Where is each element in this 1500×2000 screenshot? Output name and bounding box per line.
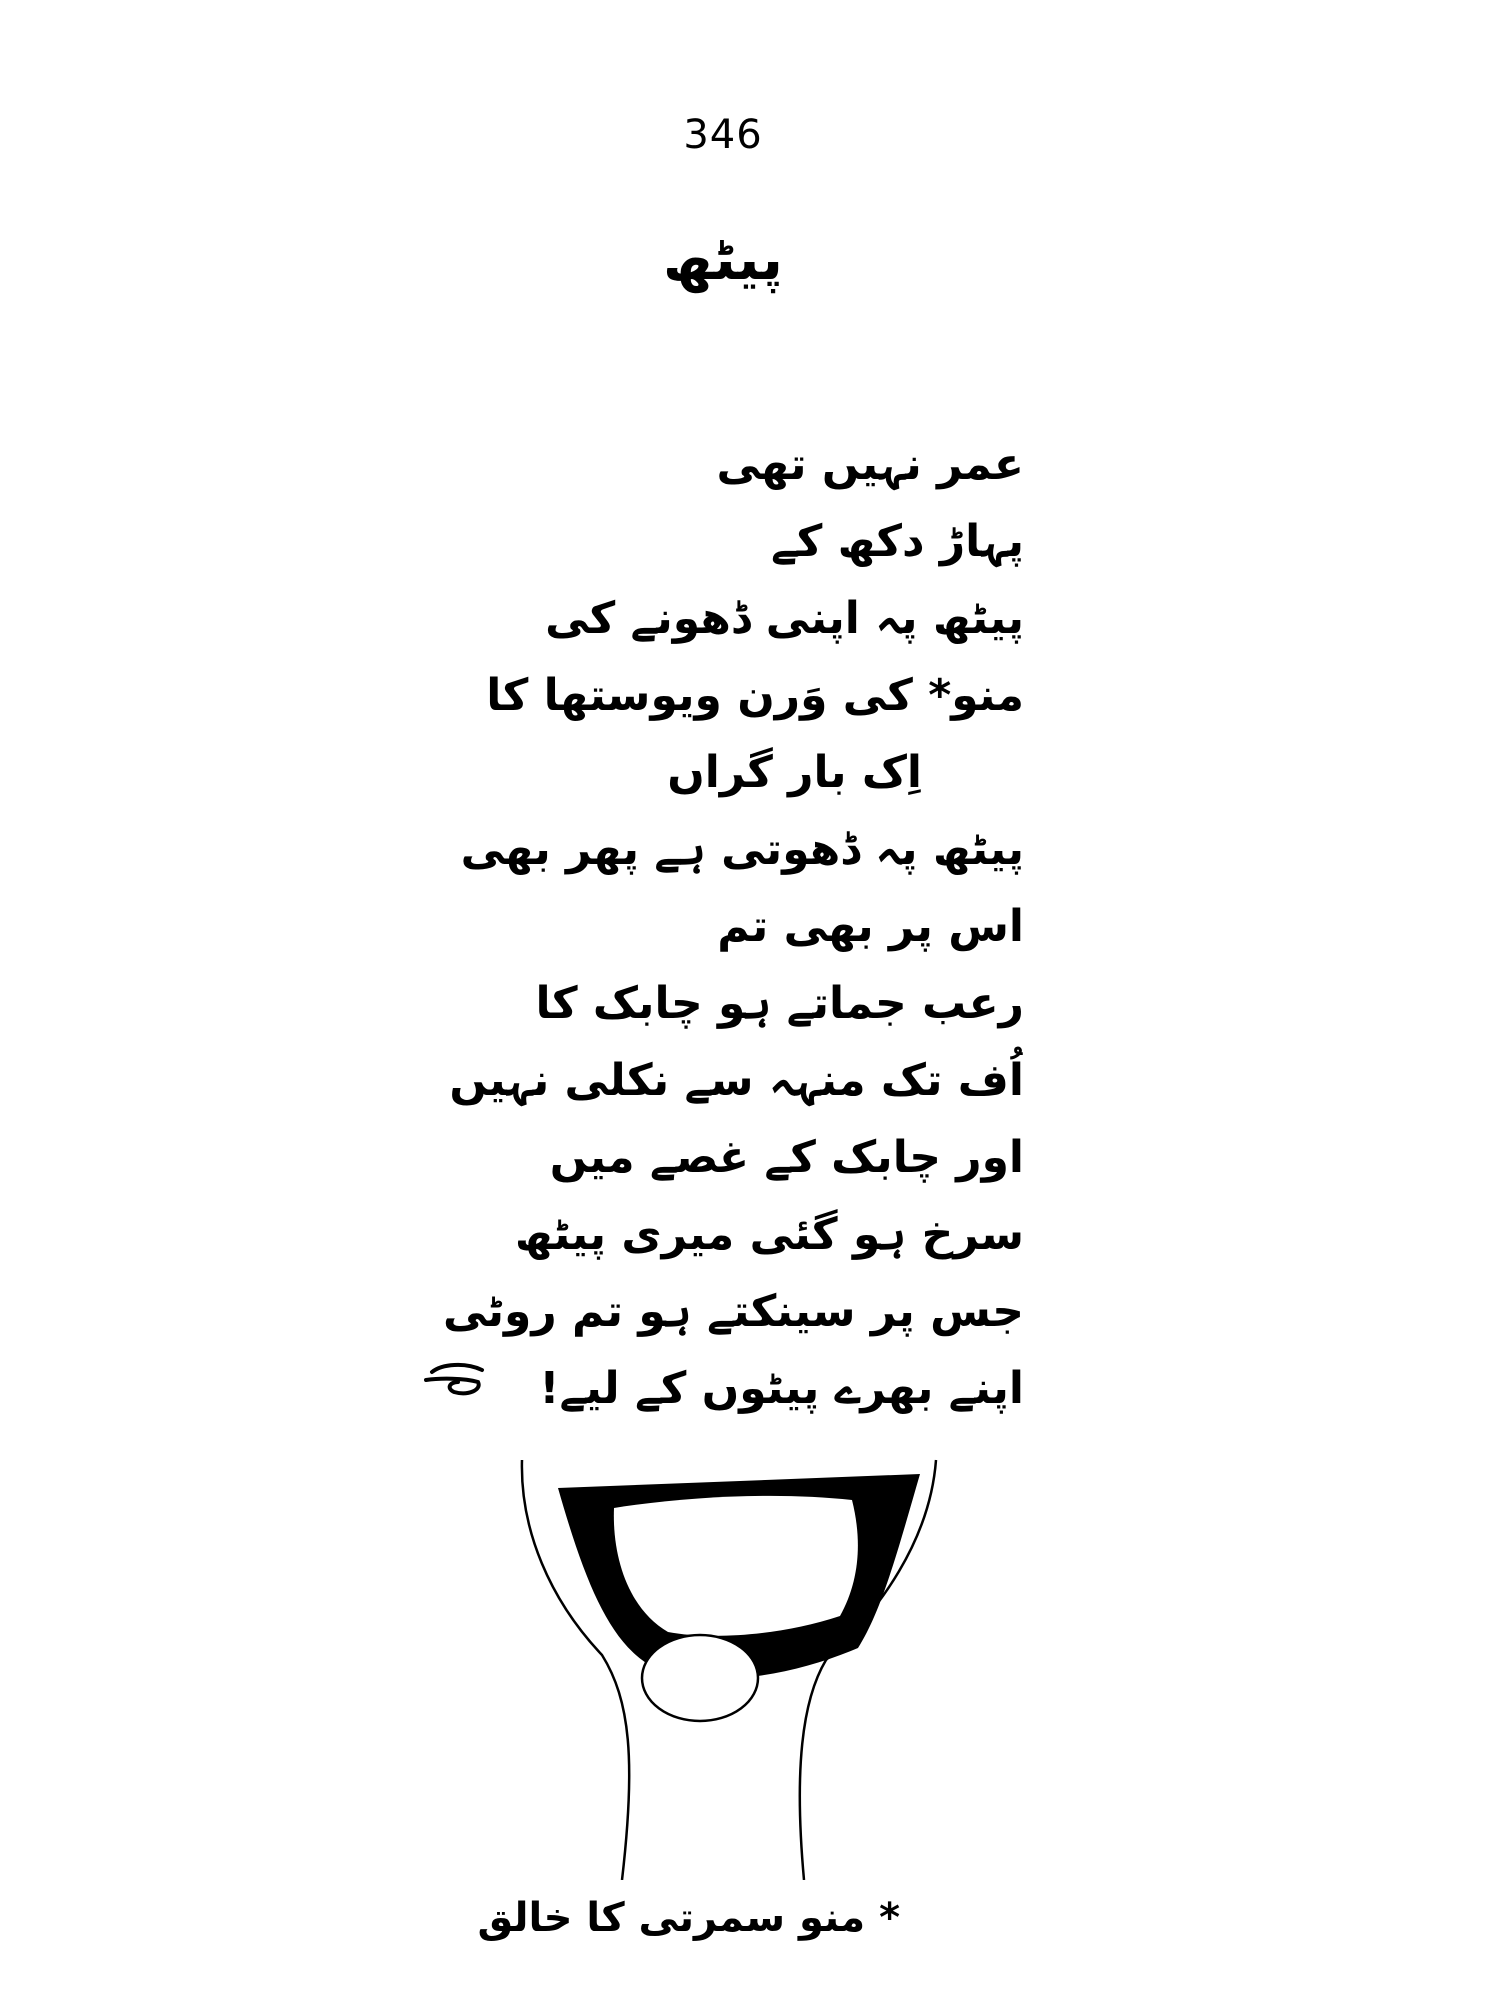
poem-line: عمر نہیں تھی: [716, 439, 1024, 490]
poem-line: سرخ ہو گئی میری پیٹھ: [514, 1209, 1024, 1260]
poem-line: پیٹھ پہ اپنی ڈھونے کی: [545, 593, 1024, 644]
figure-illustration: [490, 1440, 970, 1880]
poem-line: اور چابک کے غصے میں: [549, 1132, 1024, 1183]
poem-line: اپنے بھرے پیٹوں کے لیے!: [539, 1363, 1024, 1414]
poem-line: رعب جماتے ہو چابک کا: [535, 978, 1024, 1029]
page-number: 346: [683, 112, 763, 158]
poem-line: پیٹھ پہ ڈھوتی ہے پھر بھی: [460, 824, 1024, 875]
footnote: * منو سمرتی کا خالق: [477, 1895, 900, 1941]
poem-line: اُف تک منہہ سے نکلی نہیں: [449, 1055, 1024, 1106]
poem-line: منو* کی وَرن ویوستھا کا: [486, 670, 1024, 721]
poem-line: اس پر بھی تم: [717, 901, 1024, 952]
signature-mark: [420, 1360, 490, 1400]
poem-line: جس پر سینکتے ہو تم روٹی: [442, 1286, 1024, 1337]
poem-title: پیٹھ: [662, 225, 784, 293]
poem: [324, 426, 1024, 1427]
poem-line: اِک بار گراں: [667, 747, 922, 798]
poem-line: پہاڑ دکھ کے: [770, 516, 1024, 567]
